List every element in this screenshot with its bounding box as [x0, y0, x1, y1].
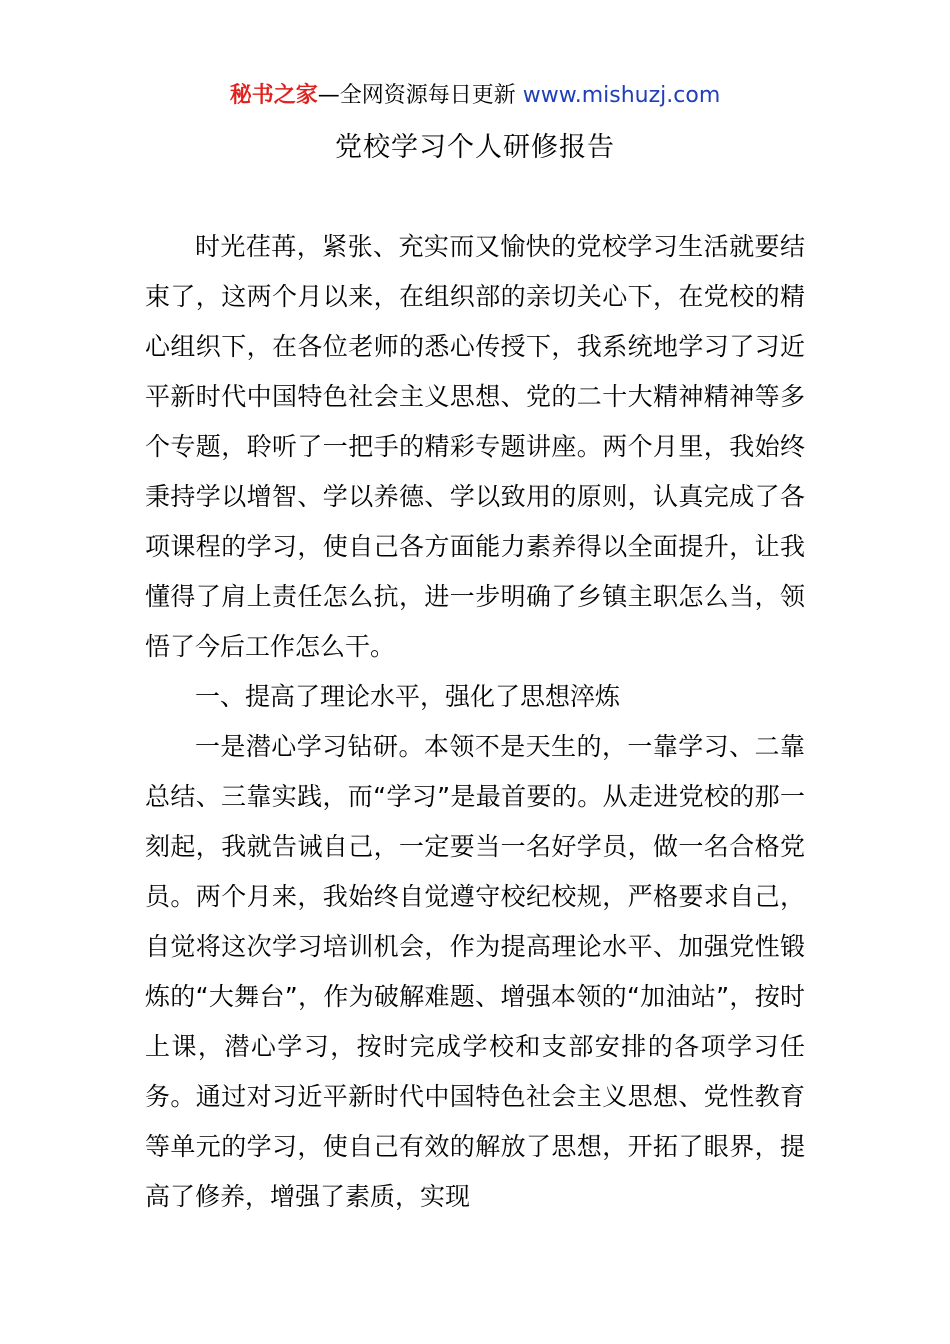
site-url[interactable]: www.mishuzj.com	[522, 83, 721, 108]
document-body	[145, 222, 805, 1222]
section-heading-1: 一、提高了理论水平，强化了思想淬炼	[195, 682, 621, 711]
site-tagline: —全网资源每日更新	[317, 83, 523, 108]
site-name: 秘书之家	[229, 83, 318, 108]
paragraph-study: 一是潜心学习钻研。本领不是天生的，一靠学习、二靠总结、三靠实践，而“学习”是最首要的。从走进党校的那一刻起，我就告诫自己，一定要当一名好学员，做一名合格党员。两个月来，我始终自觉遵守校纪校规，严格要求自己，自觉将这次学习培训机会，作为提高理论水平、加强党性锻炼的“大舞台”，作为破解难题、增强本领的“加油站”，按时上课，潜心学习，按时完成学校和支部安排的各项学习任务。通过对习近平新时代中国特色社会主义思想、党性教育等单元的学习，使自己有效的解放了思想，开拓了眼界，提高了修养，增强了素质，实现	[145, 732, 805, 1211]
paragraph-intro: 时光荏苒，紧张、充实而又愉快的党校学习生活就要结束了，这两个月以来，在组织部的亲切关心下，在党校的精心组织下，在各位老师的悉心传授下，我系统地学习了习近平新时代中国特色社会主义思想、党的二十大精神精神等多个专题，聆听了一把手的精彩专题讲座。两个月里，我始终秉持学以增智、学以养德、学以致用的原则，认真完成了各项课程的学习，使自己各方面能力素养得以全面提升，让我懂得了肩上责任怎么抗，进一步明确了乡镇主职怎么当，领悟了今后工作怎么干。	[145, 232, 805, 661]
site-header	[0, 80, 950, 112]
document-title: 党校学习个人研修报告	[335, 132, 615, 163]
